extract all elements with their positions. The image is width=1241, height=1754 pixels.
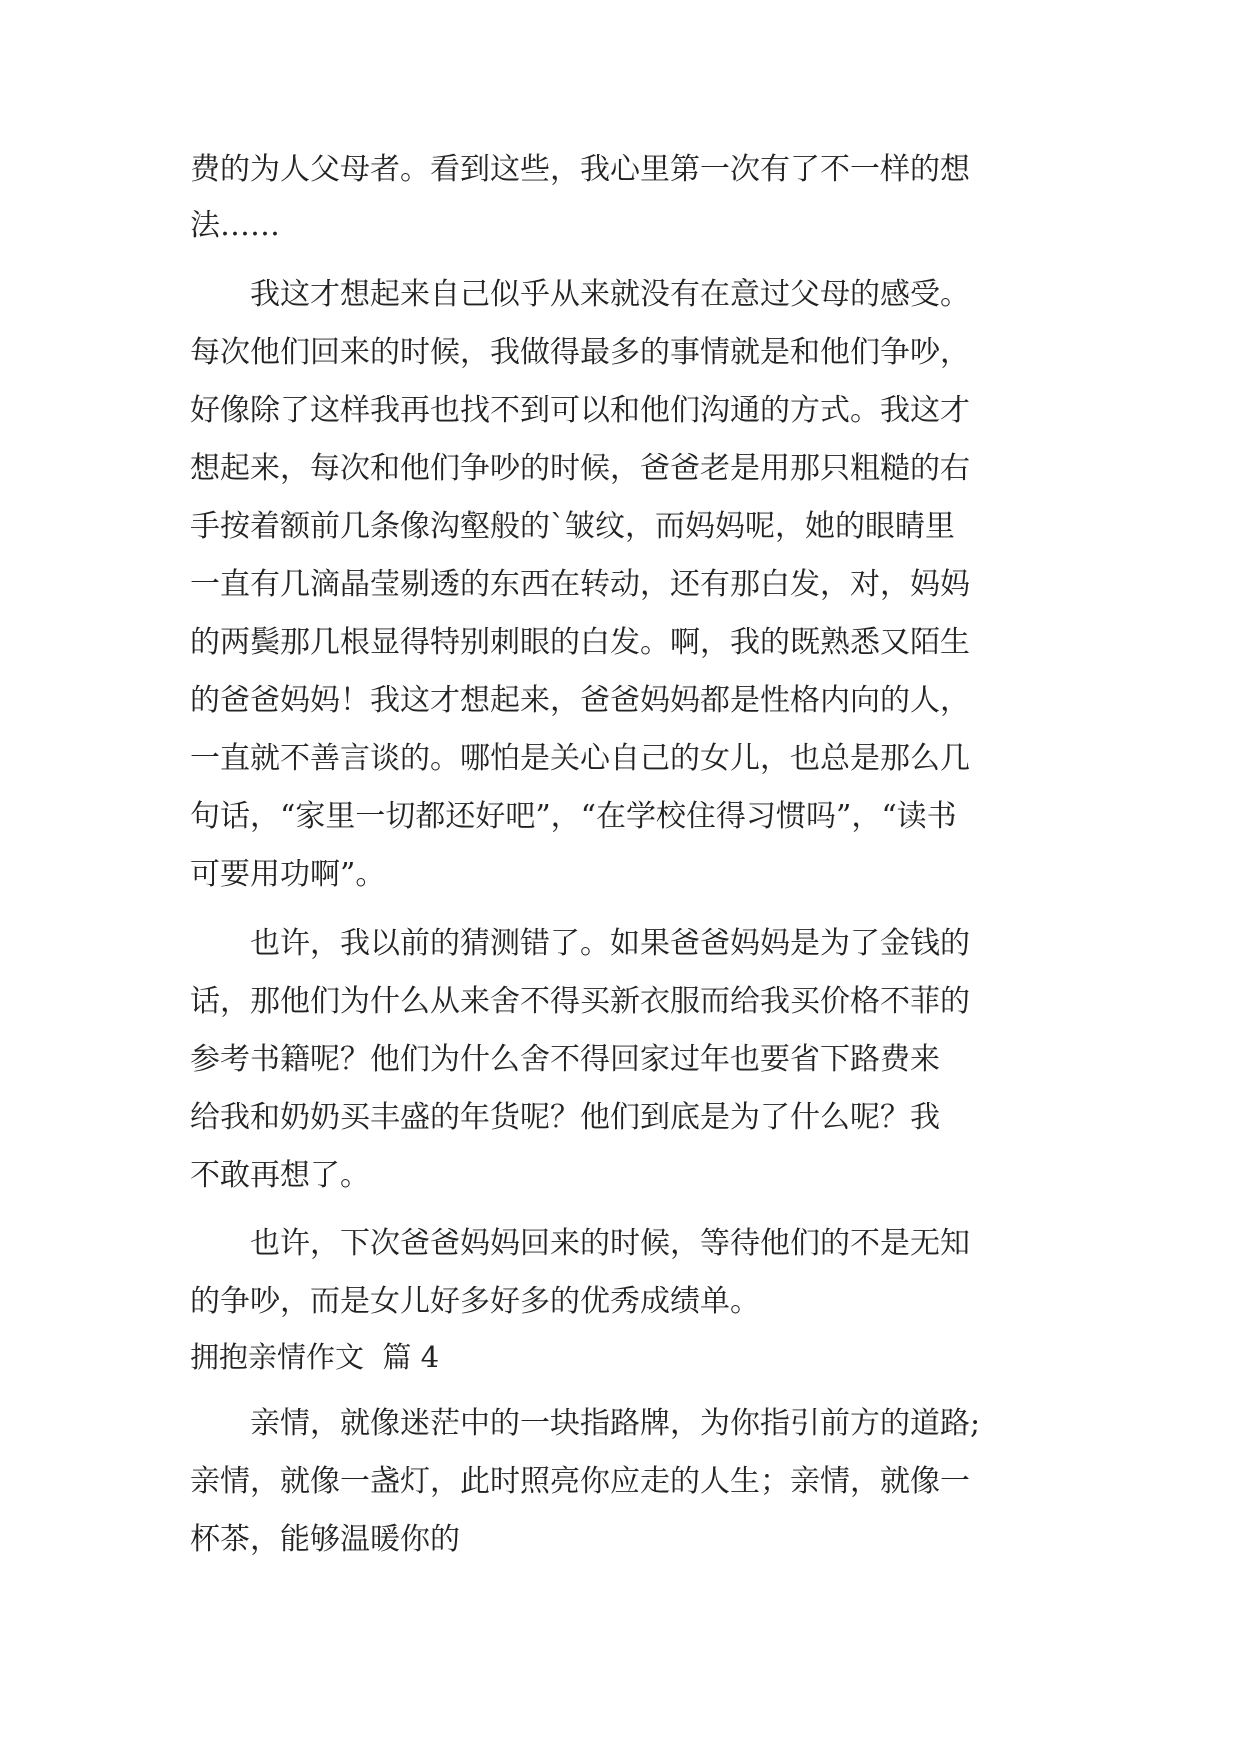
text-line: 好像除了这样我再也找不到可以和他们沟通的方式。我这才 — [190, 393, 970, 428]
text-line: 参考书籍呢？他们为什么舍不得回家过年也要省下路费来 — [190, 1042, 940, 1077]
text-line: 一直就不善言谈的。哪怕是关心自己的女儿，也总是那么几 — [190, 741, 970, 776]
text-line: 一直有几滴晶莹剔透的东西在转动，还有那白发，对，妈妈 — [190, 567, 970, 602]
text-line: 杯茶，能够温暖你的 — [190, 1522, 460, 1557]
text-line: 也许，下次爸爸妈妈回来的时候，等待他们的不是无知 — [190, 1226, 970, 1261]
text-line: 的爸爸妈妈！我这才想起来，爸爸妈妈都是性格内向的人， — [190, 683, 970, 718]
text-line: 话，那他们为什么从来舍不得买新衣服而给我买价格不菲的 — [190, 984, 970, 1019]
text-line: 亲情，就像迷茫中的一块指路牌，为你指引前方的道路; — [190, 1406, 981, 1441]
text-line: 手按着额前几条像沟壑般的`皱纹，而妈妈呢，她的眼睛里 — [190, 509, 955, 544]
text-line: 也许，我以前的猜测错了。如果爸爸妈妈是为了金钱的 — [190, 926, 970, 961]
text-line: 不敢再想了。 — [190, 1158, 370, 1193]
text-line: 法…… — [190, 208, 280, 243]
section-heading: 拥抱亲情作文 篇 4 — [190, 1340, 440, 1374]
text-line: 给我和奶奶买丰盛的年货呢？他们到底是为了什么呢？我 — [190, 1100, 940, 1135]
text-line: 可要用功啊”。 — [190, 857, 386, 892]
text-line: 的争吵，而是女儿好多好多的优秀成绩单。 — [190, 1284, 760, 1319]
text-line: 费的为人父母者。看到这些，我心里第一次有了不一样的想 — [190, 152, 970, 187]
text-line: 每次他们回来的时候，我做得最多的事情就是和他们争吵， — [190, 335, 970, 370]
text-line: 句话，“家里一切都还好吧”，“在学校住得习惯吗”，“读书 — [190, 799, 957, 834]
text-line: 我这才想起来自己似乎从来就没有在意过父母的感受。 — [190, 277, 970, 312]
text-line: 亲情，就像一盏灯，此时照亮你应走的人生；亲情，就像一 — [190, 1464, 970, 1499]
text-line: 想起来，每次和他们争吵的时候，爸爸老是用那只粗糙的右 — [190, 451, 970, 486]
text-line: 的两鬓那几根显得特别刺眼的白发。啊，我的既熟悉又陌生 — [190, 625, 970, 660]
